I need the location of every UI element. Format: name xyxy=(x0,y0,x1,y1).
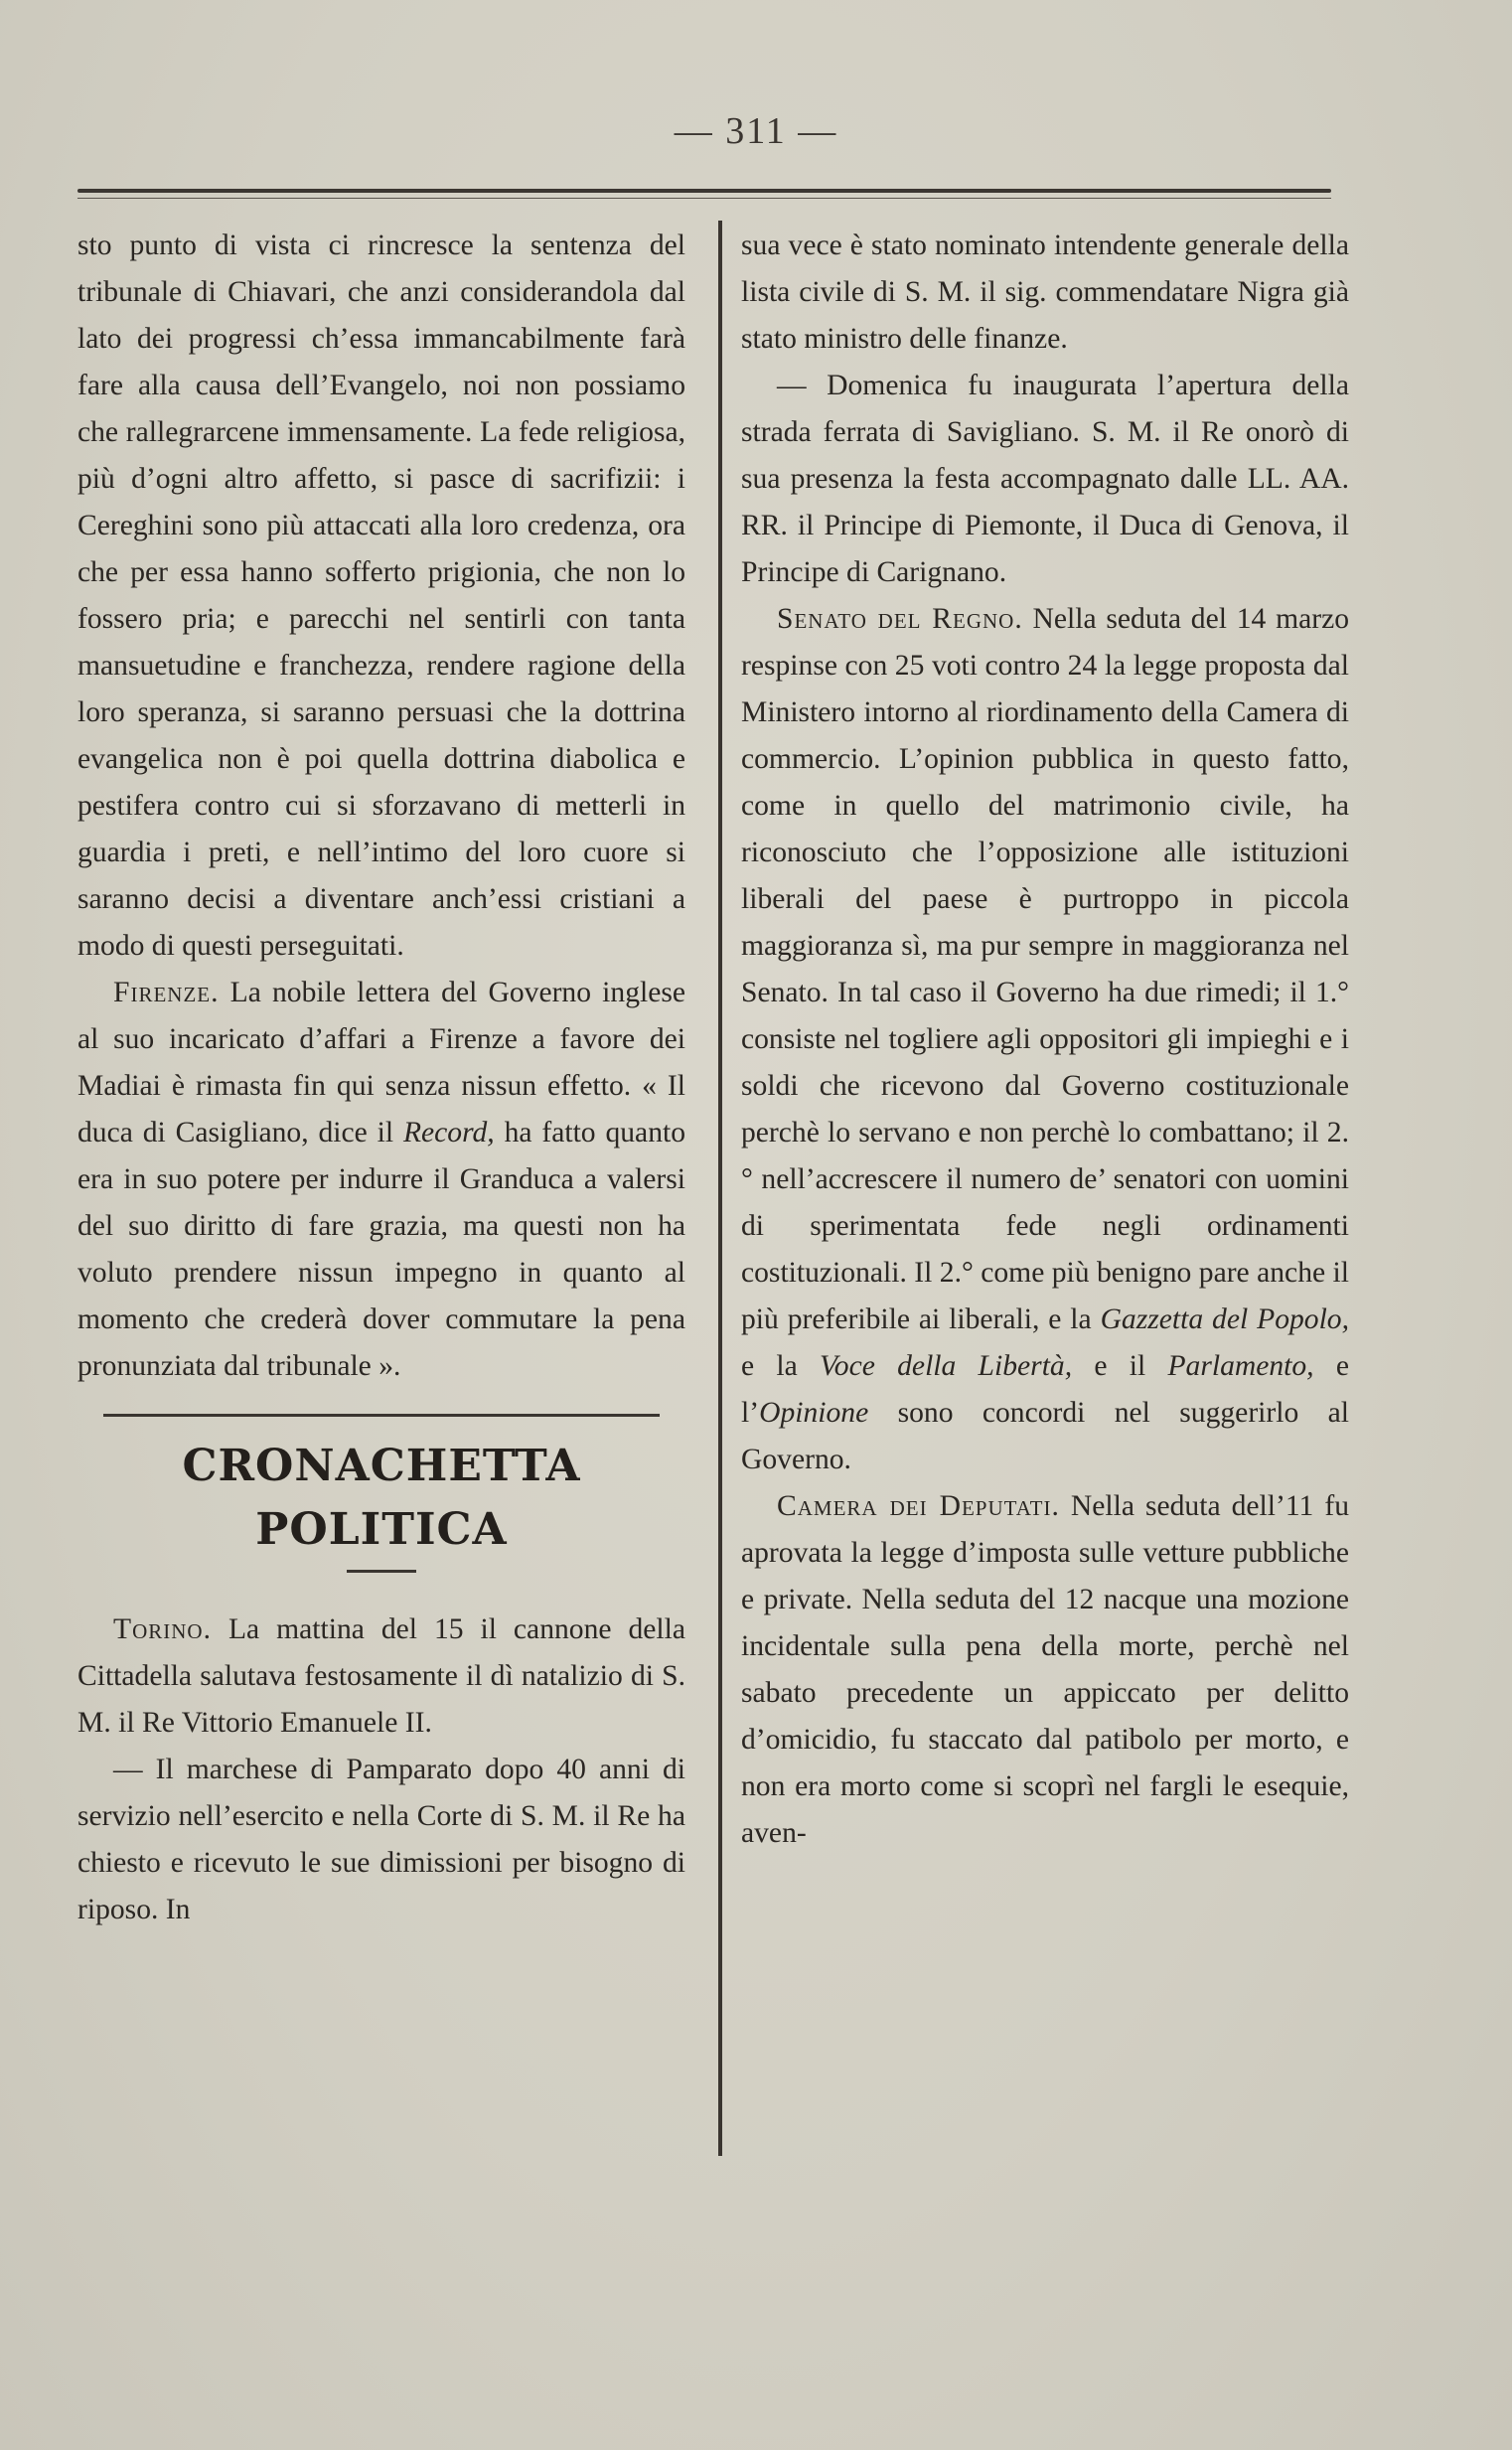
paragraph-senato: Senato del Regno. Nella seduta del 14 marzo respinse con 25 voti contro 24 la legge proposta dal Ministero intorno al riordinamento della Camera di commercio. L’opinion pubblica in questo fatto, come in quello del matrimonio civile, ha riconosciuto che l’opposizione alle istituzioni liberali del paese è purtroppo in piccola maggioranza sì, ma pur sempre in maggioranza nel Senato. In tal caso il Governo ha due rimedi; il 1.° consiste nel togliere agli oppositori gli impieghi e i soldi che ricevono dal Governo costituzionale perchè lo servano e non perchè lo combattano; il 2.° nell’accrescere il numero de’ senatori con uomini di sperimentata fede negli ordinamenti costituzionali. Il 2.° come più benigno pare anche il più preferibile ai liberali, e la Gazzetta del Popolo, e la Voce della Libertà, e il Parlamento, e l’Opinione sono concordi nel suggerirlo al Governo. xyxy=(741,603,1350,1475)
voce-title: Voce della Libertà, xyxy=(820,1350,1073,1382)
paragraph-cereghini: sto punto di vista ci rincresce la sentenza del tribunale di Chiavari, che anzi considerandola dal lato dei progressi ch’essa immancabilmente farà fare alla causa dell’Evangelo, noi non possiamo che rallegrarcene immensamente. La fede religiosa, più d’ogni altro affetto, si pasce di sacrifizii: i Cereghini sono più attaccati alla loro credenza, ora che per essa hanno sofferto prigionia, che non lo fossero pria; e parecchi nel sentirli con tanta mansuetudine e franchezza, rendere ragione della loro speranza, si saranno persuasi che la dottrina evangelica non è poi quella dottrina diabolica e pestifera contro cui si sforzavano di metterli in guardia i preti, e nell’intimo del loro cuore si saranno decisi a diventare anch’essi cristiani a modo di questi perseguitati. xyxy=(77,230,685,962)
column-divider xyxy=(718,221,722,2156)
paragraph-nigra: sua vece è stato nominato intendente generale della lista civile di S. M. il sig. commendatare Nigra già stato ministro delle finanze. xyxy=(741,230,1349,355)
right-column xyxy=(741,223,1349,1857)
section-short-rule xyxy=(347,1570,416,1573)
dateline-senato: Senato del Regno. xyxy=(777,603,1023,635)
paragraph-torino: Torino. La mattina del 15 il cannone della Cittadella salutava festosamente il dì natalizio di S. M. il Re Vittorio Emanuele II. xyxy=(77,1613,685,1739)
paragraph-camera: Camera dei Deputati. Nella seduta dell’11 fu aprovata la legge d’imposta sulle vetture pubbliche e private. Nella seduta del 12 nacque una mozione incidentale sulla pena della morte, perchè nel sabato precedente un appiccato per delitto d’omicidio, fu staccato dal patibolo per morto, e non era morto come si scoprì nel fargli le esequie, aven- xyxy=(741,1490,1349,1849)
opinione-title: Opinione xyxy=(759,1397,869,1429)
gazzetta-title: Gazzetta del Popolo, xyxy=(1100,1303,1349,1335)
dateline-camera: Camera dei Deputati. xyxy=(777,1490,1060,1522)
section-rule xyxy=(103,1414,660,1417)
page-number: — 311 — xyxy=(674,110,838,152)
section-title: CRONACHETTA POLITICA xyxy=(182,1441,581,1555)
dateline-torino: Torino. xyxy=(113,1613,212,1645)
parlamento-title: Parlamento, xyxy=(1167,1350,1314,1382)
paragraph-savigliano: — Domenica fu inaugurata l’apertura della strada ferrata di Savigliano. S. M. il Re onorò di sua presenza la festa accompagnato dalle LL. AA. RR. il Principe di Piemonte, il Duca di Genova, il Principe di Carignano. xyxy=(741,370,1349,588)
left-column xyxy=(77,223,685,1933)
paragraph-pamparato: — Il marchese di Pamparato dopo 40 anni di servizio nell’esercito e nella Corte di S. M. il Re ha chiesto e ricevuto le sue dimissioni per bisogno di riposo. In xyxy=(77,1754,685,1925)
paragraph-firenze: Firenze. La nobile lettera del Governo inglese al suo incaricato d’affari a Firenze a favore dei Madiai è rimasta fin qui senza nissun effetto. « Il duca di Casigliano, dice il Record, ha fatto quanto era in suo potere per indurre il Granduca a valersi del suo diritto di fare grazia, ma questi non ha voluto prendere nissun impegno in quanto al momento che crederà dover commutare la pena pronunziata dal tribunale ». xyxy=(77,977,686,1382)
header-rule-thin xyxy=(77,198,1331,199)
record-title: Record, xyxy=(402,1117,495,1148)
header-rule xyxy=(77,189,1331,193)
dateline-firenze: Firenze. xyxy=(113,977,220,1008)
